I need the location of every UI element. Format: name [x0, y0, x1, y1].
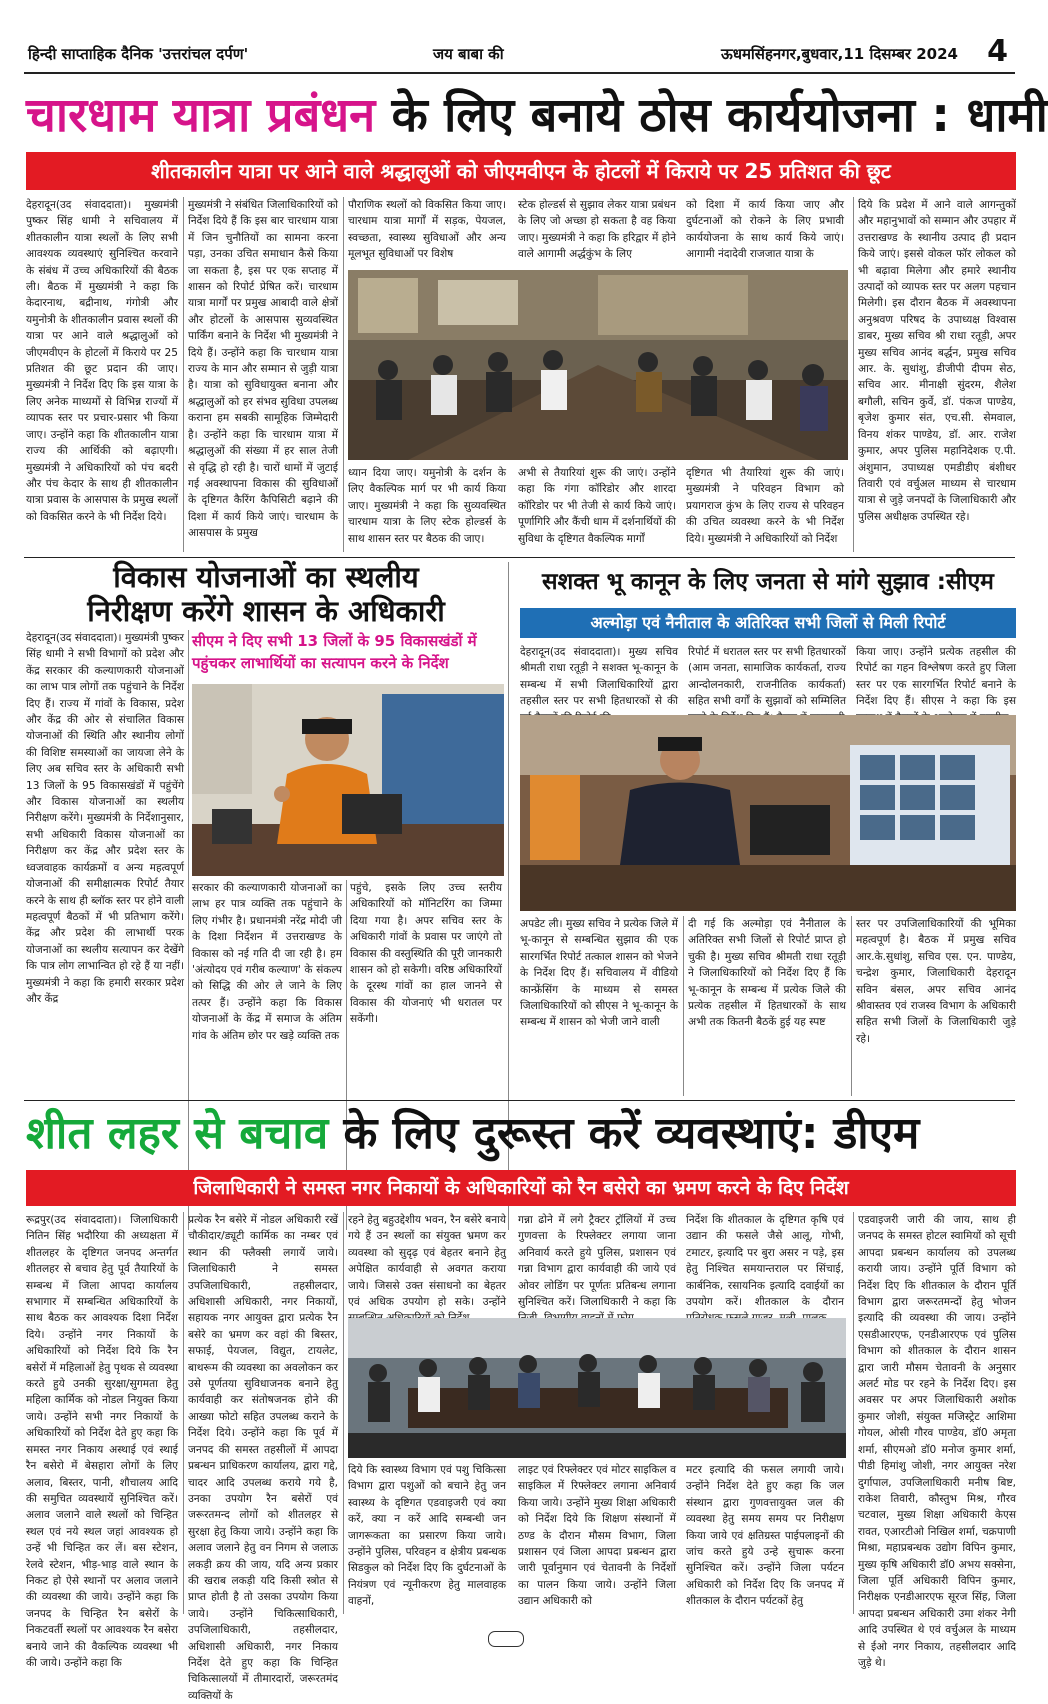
story1-headline: चारधाम यात्रा प्रबंधन के लिए बनाये ठोस कार्ययोजना : धामी	[26, 88, 1048, 143]
story1-column-4-top: स्टेक होल्डर्स से सुझाव लेकर यात्रा प्रबंधन के लिए जो अच्छा हो सकता है वह किया जाए। मुख्यमंत्री ने कहा कि हरिद्वार में होने वाले आगामी अर्द्धकुंभ के लिए	[518, 199, 676, 261]
story3-column-3-bottom: स्तर पर उपजिलाधिकारियों की भूमिका महत्वपूर्ण है। बैठक में प्रमुख सचिव आर.के.सुधांशु, सचिव एस. एन. पाण्डेय, चन्द्रेश कुमार, जिलाधिकारी देहरादून सविन बंसल, अपर सचिव आनंद श्रीवास्तव एवं राजस्व विभाग के अधिकारी सहित सभी जिलों के जिलाधिकारी जुड़े रहे।	[856, 918, 1016, 1045]
registration-strip	[0, 0, 1039, 24]
story3-column-1-top: देहरादून(उद संवाददाता)। मुख्य सचिव श्रीमती राधा रतूड़ी ने सशक्त भू-कानून के सम्बन्ध में सभी जिलाधिकारियों द्वारा तहसील स्तर पर सभी हितधारकों से की	[520, 646, 678, 708]
story2-subhead: सीएम ने दिए सभी 13 जिलों के 95 विकासखंडों में पहुंचकर लाभार्थियों का सत्यापन करने के निर्देश	[192, 630, 502, 680]
story4-column-4-top: गन्ना ढोने में लगे ट्रैक्टर ट्रॉलियों में उच्च गुणवत्ता के रिफ्लेक्टर लगाया जाना अनिवार्य करते हुये पुलिस, प्रशासन एवं गन्ना विभाग द्वारा कार्यवाही की जाये एवं ओवर लोडिंग पर पूर्णतः प्रतिबन्ध लगाना सुनिश्चित करें। जिलाधिकारी ने कहा कि	[518, 1214, 676, 1309]
story4-column-4-bottom: लाइट एवं रिफ्लेक्टर एवं मोटर साइकिल व साइकिल में रिफ्लेक्टर लगाना अनिवार्य किया जाये। उन्होंने मुख्य शिक्षा अधिकारी को निर्देश दिये कि शिक्षण संस्थानों में ठण्ड के दौरान मौसम विभाग, जिला प्रशासन एवं जिला आपदा प्रबन्धन द्वारा जारी पूर्वानुमान एवं चेतावनी के निर्देशों का पालन किया जाये। उन्होंने जिला उद्यान अधिकारी को	[518, 1464, 676, 1608]
story3-subhead: अल्मोड़ा एवं नैनीताल के अतिरिक्त सभी जिलों से मिली रिपोर्ट	[520, 608, 1016, 638]
story3-column-2-top: रिपोर्ट में धरातल स्तर पर सभी हितधारकों (आम जनता, सामाजिक कार्यकर्ता, राज्य आन्दोलनकारी, राजनीतिक कार्यकर्ता) सहित सभी वर्गों के सुझावों को सम्मिलित	[688, 646, 846, 708]
story1-column-6: दिये कि प्रदेश में आने वाले आगन्तुकों और महानुभावों को सम्मान और उपहार में उत्तराखण्ड के स्थानीय उत्पाद ही प्रदान किये जाएं। इससे वोकल फॉर लोकल को भी बढ़ावा मिलेगा और हमारे स्थानीय उत्पादों को व्यापक स्तर पर अलग पहचान मिलेगी। इस दौरान बैठक में अवस्थापना अनुश्रवण परिषद के उपाध्यक्ष विश्वास डाबर, मुख्य सचिव श्री राधा रतूड़ी, अपर मुख्य सचिव आनंद बर्द्धन, प्रमुख सचिव आर. के. सुधांशु, डीजीपी दीपम सेठ, सचिव आर. मीनाक्षी सुंदरम, शैलेश बगौली, सचिन कुर्वे, डॉ. पंकज पाण्डेय, बृजेश कुमार संत, एच.सी. सेमवाल, विनय शंकर पाण्डेय, डॉ. आर. राजेश कुमार, अपर पुलिस महानिदेशक ए.पी. अंशुमान, उपाध्यक्ष एमडीडीए बंशीधर तिवारी एवं वर्चुअल माध्यम से चारधाम यात्रा से जुड़े जनपदों के जिलाधिकारी और पुलिस अधीक्षक उपस्थित रहे।	[858, 199, 1016, 523]
page-number: 4	[987, 34, 1008, 69]
story1-column-5-top: को दिशा में कार्य किया जाए और दुर्घटनाओं को रोकने के लिए प्रभावी कार्ययोजना के साथ कार्य किये जाएं। आगामी नंदादेवी राजजात यात्रा के	[686, 199, 844, 261]
story1-subhead: शीतकालीन यात्रा पर आने वाले श्रद्धालुओं को जीएमवीएन के होटलों में किराये पर 25 प्रतिशत की छूट	[26, 152, 1016, 190]
masthead-slogan: जय बाबा की	[433, 45, 504, 63]
video-conference-photo	[520, 715, 1016, 911]
masthead-rule	[24, 72, 1015, 74]
story3-column-1-bottom: अपडेट ली। मुख्य सचिव ने प्रत्येक जिले में भू-कानून से सम्बन्धित सुझाव की एक सारगर्भित रिपोर्ट तत्काल शासन को भेजने के निर्देश दिए हैं। सचिवालय में वीडियो कान्फ्रेंसिंग के माध्यम से समस्त जिलाधिकारियों को सीएस ने भू-कानून के सम्बन्ध में शासन को भेजी जाने वाली	[520, 918, 678, 1029]
story4-column-6: एडवाइजरी जारी की जाय, साथ ही जनपद के समस्त होटल स्वामियों को सूची आपदा प्रबन्धन कार्यालय को उपलब्ध करायी जाय। उन्होंने पूर्ति विभाग को निर्देश दिए कि शीतकाल के दौरान पूर्ति विभाग द्वारा जरूरतमन्दों हेतु भोजन इत्यादि की व्यवस्था की जाय। उन्होंने एसडीआरएफ, एनडीआरएफ एवं पुलिस विभाग को शीतकाल के दौरान शासन द्वारा जारी मौसम चेतावनी के अनुसार अलर्ट मोड पर रहने के निर्देश दिए। इस अवसर पर अपर जिलाधिकारी अशोक कुमार जोशी, संयुक्त मजिस्ट्रेट आशिमा गोयल, ओसी गौरव पाण्डेय, डॉ0 अमृता शर्मा, सीएमओ डॉ0 मनोज कुमार शर्मा, पीडी हिमांशु जोशी, नगर आयुक्त नरेश दुर्गापाल, उपजिलाधिकारी मनीष बिष्ट, राकेश तिवारी, कौस्तुभ मिश्र, गौरव चटवाल, मुख्य शिक्षा अधिकारी केएस रावत, एआरटीओ निखिल शर्मा, चक्रपाणी मिश्रा, महाप्रबन्धक उद्योग विपिन कुमार, मुख्य कृषि अधिकारी डॉ0 अभय सक्सेना, जिला पूर्ति अधिकारी विपिन कुमार, निरीक्षक एनडीआरएफ सूरज सिंह, जिला आपदा प्रबन्धन अधिकारी उमा शंकर नेगी आदि उपस्थित थे एवं वर्चुअल के माध्यम से ईओ नगर निकाय, तहसीलदार आदि जुड़े थे।	[858, 1214, 1016, 1669]
meeting-photo-cm	[348, 270, 848, 460]
story1-column-1: देहरादून(उद संवाददाता)। मुख्यमंत्री पुष्कर सिंह धामी ने सचिवालय में शीतकालीन यात्रा स्थलों के लिए सभी आवश्यक व्यवस्थाएं सुनिश्चित करवाने के संबंध में उच्च अधिकारियों की बैठक ली। बैठक में मुख्यमंत्री ने कहा कि केदारनाथ, बद्रीनाथ, गंगोत्री और यमुनोत्री के शीतकालीन प्रवास स्थलों की यात्रा पर आने वाले श्रद्धालुओं को जीएमवीएन के होटलों में किराये पर 25 प्रतिशत की छूट प्रदान की जाए। मुख्यमंत्री ने निर्देश दिए कि इस यात्रा के लिए अनेक माध्यमों से विभिन्न राज्यों में व्यापक स्तर पर प्रचार-प्रसार भी किया जाए। उन्होंने कहा कि शीतकालीन यात्रा राज्य की आर्थिकी को बढ़ाएगी। मुख्यमंत्री ने अधिकारियों को पंच बदरी और पंच केदार के साथ ही शीतकालीन यात्रा प्रवास के आसपास के प्रमुख स्थलों को विकसित करने के भी निर्देश दिये।	[26, 199, 178, 523]
story4-headline: शीत लहर से बचाव के लिए दुरूस्त करें व्यवस्थाएं: डीएम	[26, 1108, 920, 1159]
story4-subhead: जिलाधिकारी ने समस्त नगर निकायों के अधिकारियों को रैन बसेरो का भ्रमण करने के दिए निर्देश	[26, 1170, 1016, 1206]
story2-column-1: देहरादून(उद संवाददाता)। मुख्यमंत्री पुष्कर सिंह धामी ने सभी विभागों को प्रदेश और केंद्र सरकार की कल्याणकारी योजनाओं का लाभ पात्र लोगों तक पहुंचाने के निर्देश दिए हैं। राज्य में गांवों के विकास, प्रदेश और केंद्र की ओर से संचालित विकास योजनाओं की स्थिति और स्थानीय लोगों की विशिष्ट समस्याओं का जायजा लेने के लिए अब सचिव स्तर के अधिकारी सभी 13 जिलों के 95 विकासखंडों में पहुंचेंगे और विकास योजनाओं का स्थलीय निरीक्षण करेंगे। मुख्यमंत्री के निर्देशानुसार, सभी अधिकारी विकास योजनाओं का निरीक्षण कर केंद्र और प्रदेश स्तर के ध्वजवाहक कार्यक्रमों व अन्य महत्वपूर्ण योजनाओं की समीक्षात्मक रिपोर्ट तैयार करने के साथ ही ब्लॉक स्तर पर होने वाली महत्वपूर्ण बैठकों में भी प्रतिभाग करेंगे। केंद्र और प्रदेश की लाभार्थी परक योजनाओं का स्थलीय सत्यापन कर देखेंगे कि पात्र लोग लाभान्वित हो रहे हैं या नहीं। मुख्यमंत्री ने कहा कि हमारी सरकार प्रदेश और केंद्र	[26, 632, 184, 1005]
story2-column-3: पहुंचे, इसके लिए उच्च स्तरीय अधिकारियों को मॉनिटरिंग का जिम्मा दिया गया है। अपर सचिव स्तर के अधिकारी गांवों के प्रवास पर जाएंगे तो विकास की वस्तुस्थिति की पूरी जानकारी शासन को हो सकेगी। वरिष्ठ अधिकारियों के दूरस्थ गांवों का हाल जानने से विकास की योजनाएं भी धरातल पर सकेंगी।	[350, 882, 502, 1026]
newspaper-name: हिन्दी साप्ताहिक दैनिक 'उत्तरांचल दर्पण'	[28, 45, 249, 63]
story3-column-2-bottom: दी गई कि अल्मोड़ा एवं नैनीताल के अतिरिक्त सभी जिलों से रिपोर्ट प्राप्त हो चुकी है। मुख्य सचिव श्रीमती राधा रतूड़ी ने जिलाधिकारियों को निर्देश दिए हैं कि भू-कानून के सम्बन्ध में प्रत्येक जिले की प्रत्येक तहसील में हितधारकों के साथ अभी तक कितनी बैठकें हुई यह स्पष्ट	[688, 918, 846, 1029]
story4-column-5-bottom: मटर इत्यादि की फसल लगायी जाये। उन्होंने निर्देश देते हुए कहा कि जल संस्थान द्वारा गुणवत्तायुक्त जल की व्यवस्था हेतु समय समय पर निरीक्षण किया जाये एवं क्षतिग्रस्त पाईपलाइनों की जांच करते हुये उन्हे सुचारू करना सुनिश्चित करें। उन्होंने जिला पर्यटन अधिकारी को निर्देश दिए कि जनपद में शीतकाल के दौरान पर्यटकों हेतु	[686, 1464, 844, 1608]
story1-column-3-top: पौराणिक स्थलों को विकसित किया जाए। चारधाम यात्रा मार्गों में सड़क, पेयजल, स्वच्छता, स्वास्थ्य सुविधाओं और अन्य मूलभूत सुविधाओं पर विशेष	[348, 199, 506, 261]
story4-column-3-bottom: दिये कि स्वास्थ्य विभाग एवं पशु चिकित्सा विभाग द्वारा पशुओं को बचाने हेतु जन स्वास्थ्य के दृष्टिगत एडवाइजरी एवं क्या करें, क्या न करें आदि सम्बन्धी जन जागरूकता का प्रसारण किया जाये। उन्होंने पुलिस, परिवहन व क्षेत्रीय प्रबन्धक सिडकुल को निर्देश दिए कि दुर्घटनाओं के नियंत्रण एवं न्यूनीकरण हेतु मालवाहक वाहनों,	[348, 1464, 506, 1608]
story1-column-3-bottom: ध्यान दिया जाए। यमुनोत्री के दर्शन के लिए वैकल्पिक मार्ग पर भी कार्य किया जाए। मुख्यमंत्री ने कहा कि सुव्यवस्थित चारधाम यात्रा के लिए स्टेक होल्डर्स के साथ शासन स्तर पर बैठक की जाए।	[348, 467, 506, 545]
bottom-registration-strip	[0, 1626, 1039, 1650]
story3-column-3-top: किया जाए। उन्होंने प्रत्येक तहसील की रिपोर्ट का गहन विश्लेषण करते हुए जिला स्तर पर एक सारगर्भित रिपोर्ट बनाने के निर्देश दिए हैं। सीएस ने कहा कि इस	[856, 646, 1016, 708]
story4-column-5-top: निर्देश कि शीतकाल के दृष्टिगत कृषि एवं उद्यान की फसले जैसे आलू, गोभी, टमाटर, इत्यादि पर बुरा असर न पड़े, इस हेतु निश्चित समयान्तराल पर सिंचाई, कार्बनिक, रसायनिक इत्यादि दवाईयों का उपयोग करें। शीतकाल के दौरान	[686, 1214, 844, 1309]
story1-column-5-bottom: दृष्टिगत भी तैयारियां शुरू की जाएं। मुख्यमंत्री ने परिवहन विभाग को प्रयागराज कुंभ के लिए राज्य से परिवहन की उचित व्यवस्था करने के भी निर्देश दिये। मुख्यमंत्री ने अधिकारियों को निर्देश	[686, 467, 844, 545]
dm-meeting-photo	[348, 1318, 846, 1458]
cm-review-photo	[192, 684, 504, 876]
issue-date: ऊधमसिंहनगर,बुधवार,11 दिसम्बर 2024	[720, 45, 958, 63]
story4-column-3-top: रहने हेतु बहुउद्देशीय भवन, रैन बसेरे बनाये गये हैं उन स्थलों का संयुक्त भ्रमण कर व्यवस्था को सुदृढ़ एवं बेहतर बनाने हेतु अपेक्षित कार्यवाही से अवगत कराया जाये। जिससे उक्त संसाधनो का बेहतर एवं अधिक उपयोग हो सके। उन्होंने	[348, 1214, 506, 1309]
story4-column-2: प्रत्येक रैन बसेरे में नोडल अधिकारी रखें चौकीदार/ड्यूटी कार्मिक का नम्बर एवं स्थान की फ्लैक्सी लगायें जाये। जिलाधिकारी ने समस्त उपजिलाधिकारी, तहसीलदार, अधिशासी अधिकारी, नगर निकायों, सहायक नगर आयुक्त द्वारा प्रत्येक रैन बसेरे का भ्रमण कर वहां की बिस्तर, सफाई, पेयजल, विद्युत, टायलेट, बाथरूम की व्यवस्था का अवलोकन कर उसे पूर्णतया सुविधाजनक बनाने हेतु कार्यवाही कर संतोषजनक होने की आख्या फोटो सहित उपलब्ध कराने के निर्देश दिये। उन्होंने कहा कि पूर्व में जनपद की समस्त तहसीलों में आपदा प्रबन्धन प्राधिकरण कार्यालय, द्वारा गद्दे, चादर आदि उपलब्ध कराये गये है, उनका उपयोग रैन बसेरों एवं जरूरतमन्द लोगों को शीतलहर से सुरक्षा हेतु किया जाये। उन्होंने कहा कि अलाव जलाने हेतु वन निगम से जलाऊ लकड़ी क्रय की जाय, यदि अन्य प्रकार की खराब लकड़ी यदि किसी स्त्रोत से प्राप्त होती है तो उसका उपयोग किया जाये। उन्होंने चिकित्साधिकारी, उपजिलाधिकारी, तहसीलदार, अधिशासी अधिकारी, नगर निकाय निर्देश देते हुए कहा कि चिन्हित चिकित्सालयों में तीमारदारों, जरूरतमंद व्यक्तियों के	[188, 1214, 338, 1702]
story1-column-2: मुख्यमंत्री ने संबंधित जिलाधिकारियों को निर्देश दिये हैं कि इस बार चारधाम यात्रा में जिन चुनौतियों का सामना करना पड़ा, उनका उचित समाधान कैसे किया जा सकता है, इस पर एक सप्ताह में शासन को रिपोर्ट प्रेषित करें। चारधाम यात्रा मार्गों पर प्रमुख आबादी वाले क्षेत्रों और होटलों के आसपास सुव्यवस्थित पार्किंग बनाने के निर्देश भी मुख्यमंत्री ने दिये हैं। उन्होंने कहा कि चारधाम यात्रा राज्य के मान और सम्मान से जुड़ी यात्रा है। यात्रा को सुविधायुक्त बनाना और श्रद्धालुओं को हर संभव सुविधा उपलब्ध कराना हम सबकी सामूहिक जिम्मेदारी है। उन्होंने कहा कि चारधाम यात्रा में श्रद्धालुओं की संख्या में हर साल तेजी से वृद्धि हो रही है। चारों धामों में जुटाई गई अवस्थापना विकास की सुविधाओं के दृष्टिगत कैरिंग कैपिसिटी बढ़ाने की दिशा में कार्य किये जाएं। चारधाम के आसपास के प्रमुख	[188, 199, 338, 540]
story2-headline: विकास योजनाओं का स्थलीय निरीक्षण करेंगे शासन के अधिकारी	[87, 560, 445, 628]
story1-column-4-bottom: अभी से तैयारियां शुरू की जाएं। उन्होंने कहा कि गंगा कॉरिडोर और शारदा कॉरिडोर पर भी तेजी से कार्य किये जाएं। पूर्णागिरि और कैंची धाम में दर्शनार्थियों की सुविधा के दृष्टिगत वैकल्पिक मार्गों	[518, 467, 676, 545]
story4-column-1: रूद्रपुर(उद संवाददाता)। जिलाधिकारी नितिन सिंह भदौरिया की अध्यक्षता में शीतलहर के दृष्टिगत जनपद अन्तर्गत शीतलहर से बचाव हेतु पूर्व तैयारियों के सम्बन्ध में जिला आपदा कार्यालय सभागार में सम्बन्धित अधिकारियों के साथ बैठक कर आवश्यक दिशा निर्देश दिये। उन्होंने नगर निकायों के अधिकारियों को निर्देश दिये कि रैन बसेरों में महिलाओं हेतु पृथक से व्यवस्था करते हुये उनकी सुरक्षा/सुगमता हेतु महिला कार्मिक को नोडल नियुक्त किया जाये। उन्होंने सभी नगर निकायों के अधिकारियों को निर्देश देते हुए कहा कि समस्त नगर निकाय अस्थाई एवं स्थाई रैन बसेरो में बेसहारा लोगों के लिए अलाव, बिस्तर, पानी, शौचालय आदि की समुचित व्यवस्थायें सुनिश्चित करें। अलाव जलाने वाले स्थलों को चिन्हित स्थल एवं नये स्थल जहां आवश्यक हो उन्हें भी चिन्हित कर लें। बस स्टेशन, रेलवे स्टेशन, भीड़-भाड़ वाले स्थान के निकट हो ऐसे स्थानों पर अलाव जलाने की व्यवस्था की जाये। उन्होंने कहा कि जनपद के चिन्हित रैन बसेरों के निकटवर्ती स्थलों पर आवश्यक रैन बसेरा बनाये जाने की वैकल्पिक व्यवस्था भी की जाये। उन्होंने कहा कि	[26, 1214, 178, 1669]
story2-column-2: सरकार की कल्याणकारी योजनाओं का लाभ हर पात्र व्यक्ति तक पहुंचाने के लिए गंभीर है। प्रधानमंत्री नरेंद्र मोदी जी के दिशा निर्देशन में उत्तराखण्ड के विकास को नई गति दी जा रही है। हम 'अंत्योदय एवं गरीब कल्याण' के संकल्प को सिद्धि की ओर ले जाने के लिए तत्पर हैं। उन्होंने कहा कि विकास योजनाओं के केंद्र में समाज के अंतिम गांव के अंतिम छोर पर खड़े व्यक्ति तक	[192, 882, 342, 1042]
story3-headline: सशक्त भू कानून के लिए जनता से मांगे सुझाव :सीएम	[542, 569, 994, 595]
page-masthead	[28, 24, 1018, 70]
